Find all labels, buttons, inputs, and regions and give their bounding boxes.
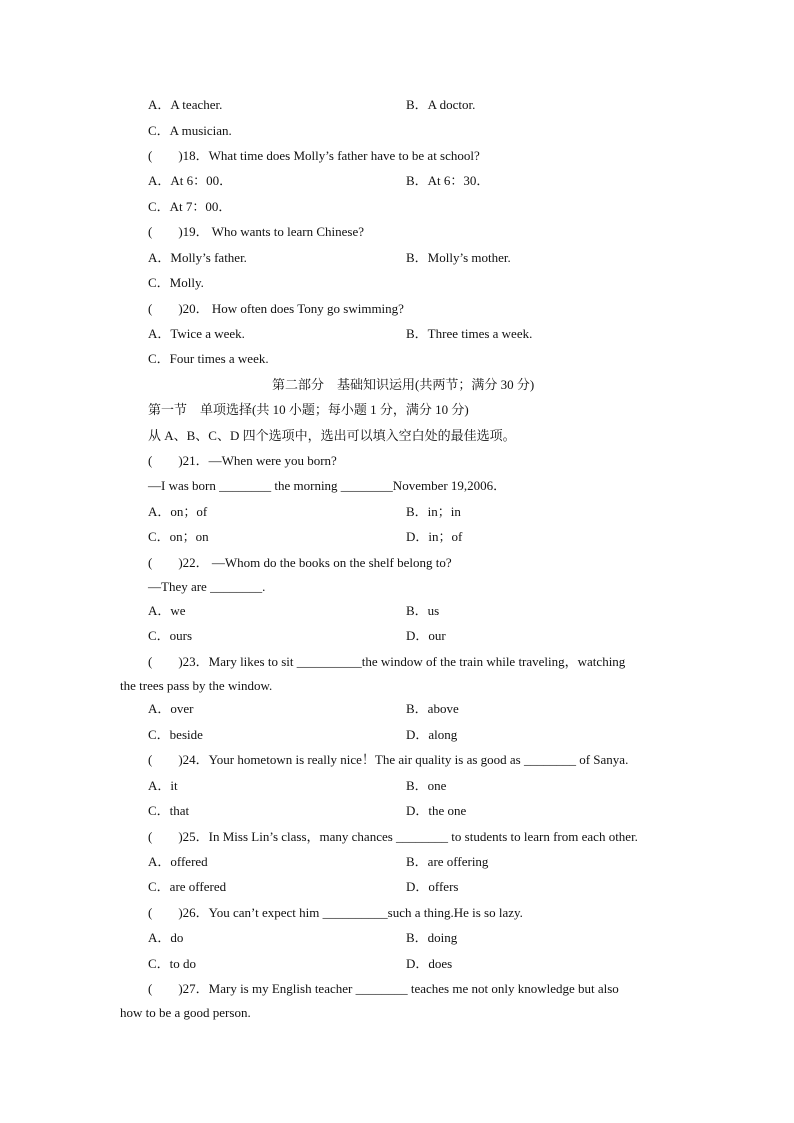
q22-option-d: D．our <box>406 628 446 643</box>
q21-option-a: A．on；of <box>148 504 208 519</box>
q19-option-c: C．Molly. <box>148 275 204 290</box>
q25-stem: ( )25．In Miss Lin’s class，many chances ________ to students to learn from each other. <box>148 829 638 844</box>
q23-option-d: D．along <box>406 727 458 742</box>
q26-option-b: B．doing <box>406 930 458 945</box>
q21-stem: ( )21．—When were you born? <box>148 453 337 468</box>
q24-option-c: C．that <box>148 803 190 818</box>
q23-option-c: C．beside <box>148 727 203 742</box>
q20-option-a: A．Twice a week. <box>148 326 245 341</box>
q26-option-d: D．does <box>406 956 453 971</box>
q21-option-d: D．in；of <box>406 529 463 544</box>
q18-option-b: B．At 6：30． <box>406 173 490 188</box>
q24-stem: ( )24．Your hometown is really nice！The air quality is as good as ________ of Sanya. <box>148 752 629 767</box>
q23-option-b: B．above <box>406 701 459 716</box>
q25-option-d: D．offers <box>406 879 459 894</box>
q22-option-a: A．we <box>148 603 186 618</box>
q23-stem-line2: the trees pass by the window. <box>120 678 273 693</box>
q18-option-c: C．At 7：00． <box>148 199 232 214</box>
q26-stem: ( )26．You can’t expect him __________such a thing.He is so lazy. <box>148 905 523 920</box>
q22-option-b: B．us <box>406 603 440 618</box>
q17-option-a: A．A teacher. <box>148 97 223 112</box>
q26-option-c: C．to do <box>148 956 197 971</box>
q21-option-b: B．in；in <box>406 504 461 519</box>
q19-option-a: A．Molly’s father. <box>148 250 247 265</box>
q20-option-b: B．Three times a week. <box>406 326 533 341</box>
q21-stem-line2: —I was born ________ the morning ________November 19,2006． <box>148 478 507 493</box>
q18-stem: ( )18．What time does Molly’s father have to be at school? <box>148 148 480 163</box>
q26-option-a: A．do <box>148 930 184 945</box>
q22-stem: ( )22． —Whom do the books on the shelf belong to? <box>148 555 452 570</box>
q25-option-a: A．offered <box>148 854 208 869</box>
q22-option-c: C．ours <box>148 628 193 643</box>
q19-stem: ( )19． Who wants to learn Chinese? <box>148 224 365 239</box>
q20-stem: ( )20． How often does Tony go swimming? <box>148 301 404 316</box>
q27-stem: ( )27．Mary is my English teacher ________ teaches me not only knowledge but also <box>148 981 619 996</box>
q20-option-c: C．Four times a week. <box>148 351 269 366</box>
section-one-heading: 第一节 单项选择(共 10 小题；每小题 1 分，满分 10 分) <box>148 402 469 417</box>
q23-option-a: A．over <box>148 701 194 716</box>
q23-stem: ( )23．Mary likes to sit __________the window of the train while traveling，watching <box>148 654 626 669</box>
q24-option-b: B．one <box>406 778 447 793</box>
q25-option-b: B．are offering <box>406 854 489 869</box>
q21-option-c: C．on；on <box>148 529 209 544</box>
q24-option-a: A．it <box>148 778 178 793</box>
q18-option-a: A．At 6：00． <box>148 173 233 188</box>
q27-stem-line2: how to be a good person. <box>120 1005 251 1020</box>
q24-option-d: D．the one <box>406 803 467 818</box>
q19-option-b: B．Molly’s mother. <box>406 250 511 265</box>
q17-option-b: B．A doctor. <box>406 97 476 112</box>
q25-option-c: C．are offered <box>148 879 227 894</box>
part-two-title: 第二部分 基础知识运用(共两节；满分 30 分) <box>272 377 535 392</box>
section-instruction: 从 A、B、C、D 四个选项中，选出可以填入空白处的最佳选项。 <box>148 428 516 443</box>
q22-stem-line2: —They are ________. <box>148 579 266 594</box>
q17-option-c: C．A musician. <box>148 123 232 138</box>
